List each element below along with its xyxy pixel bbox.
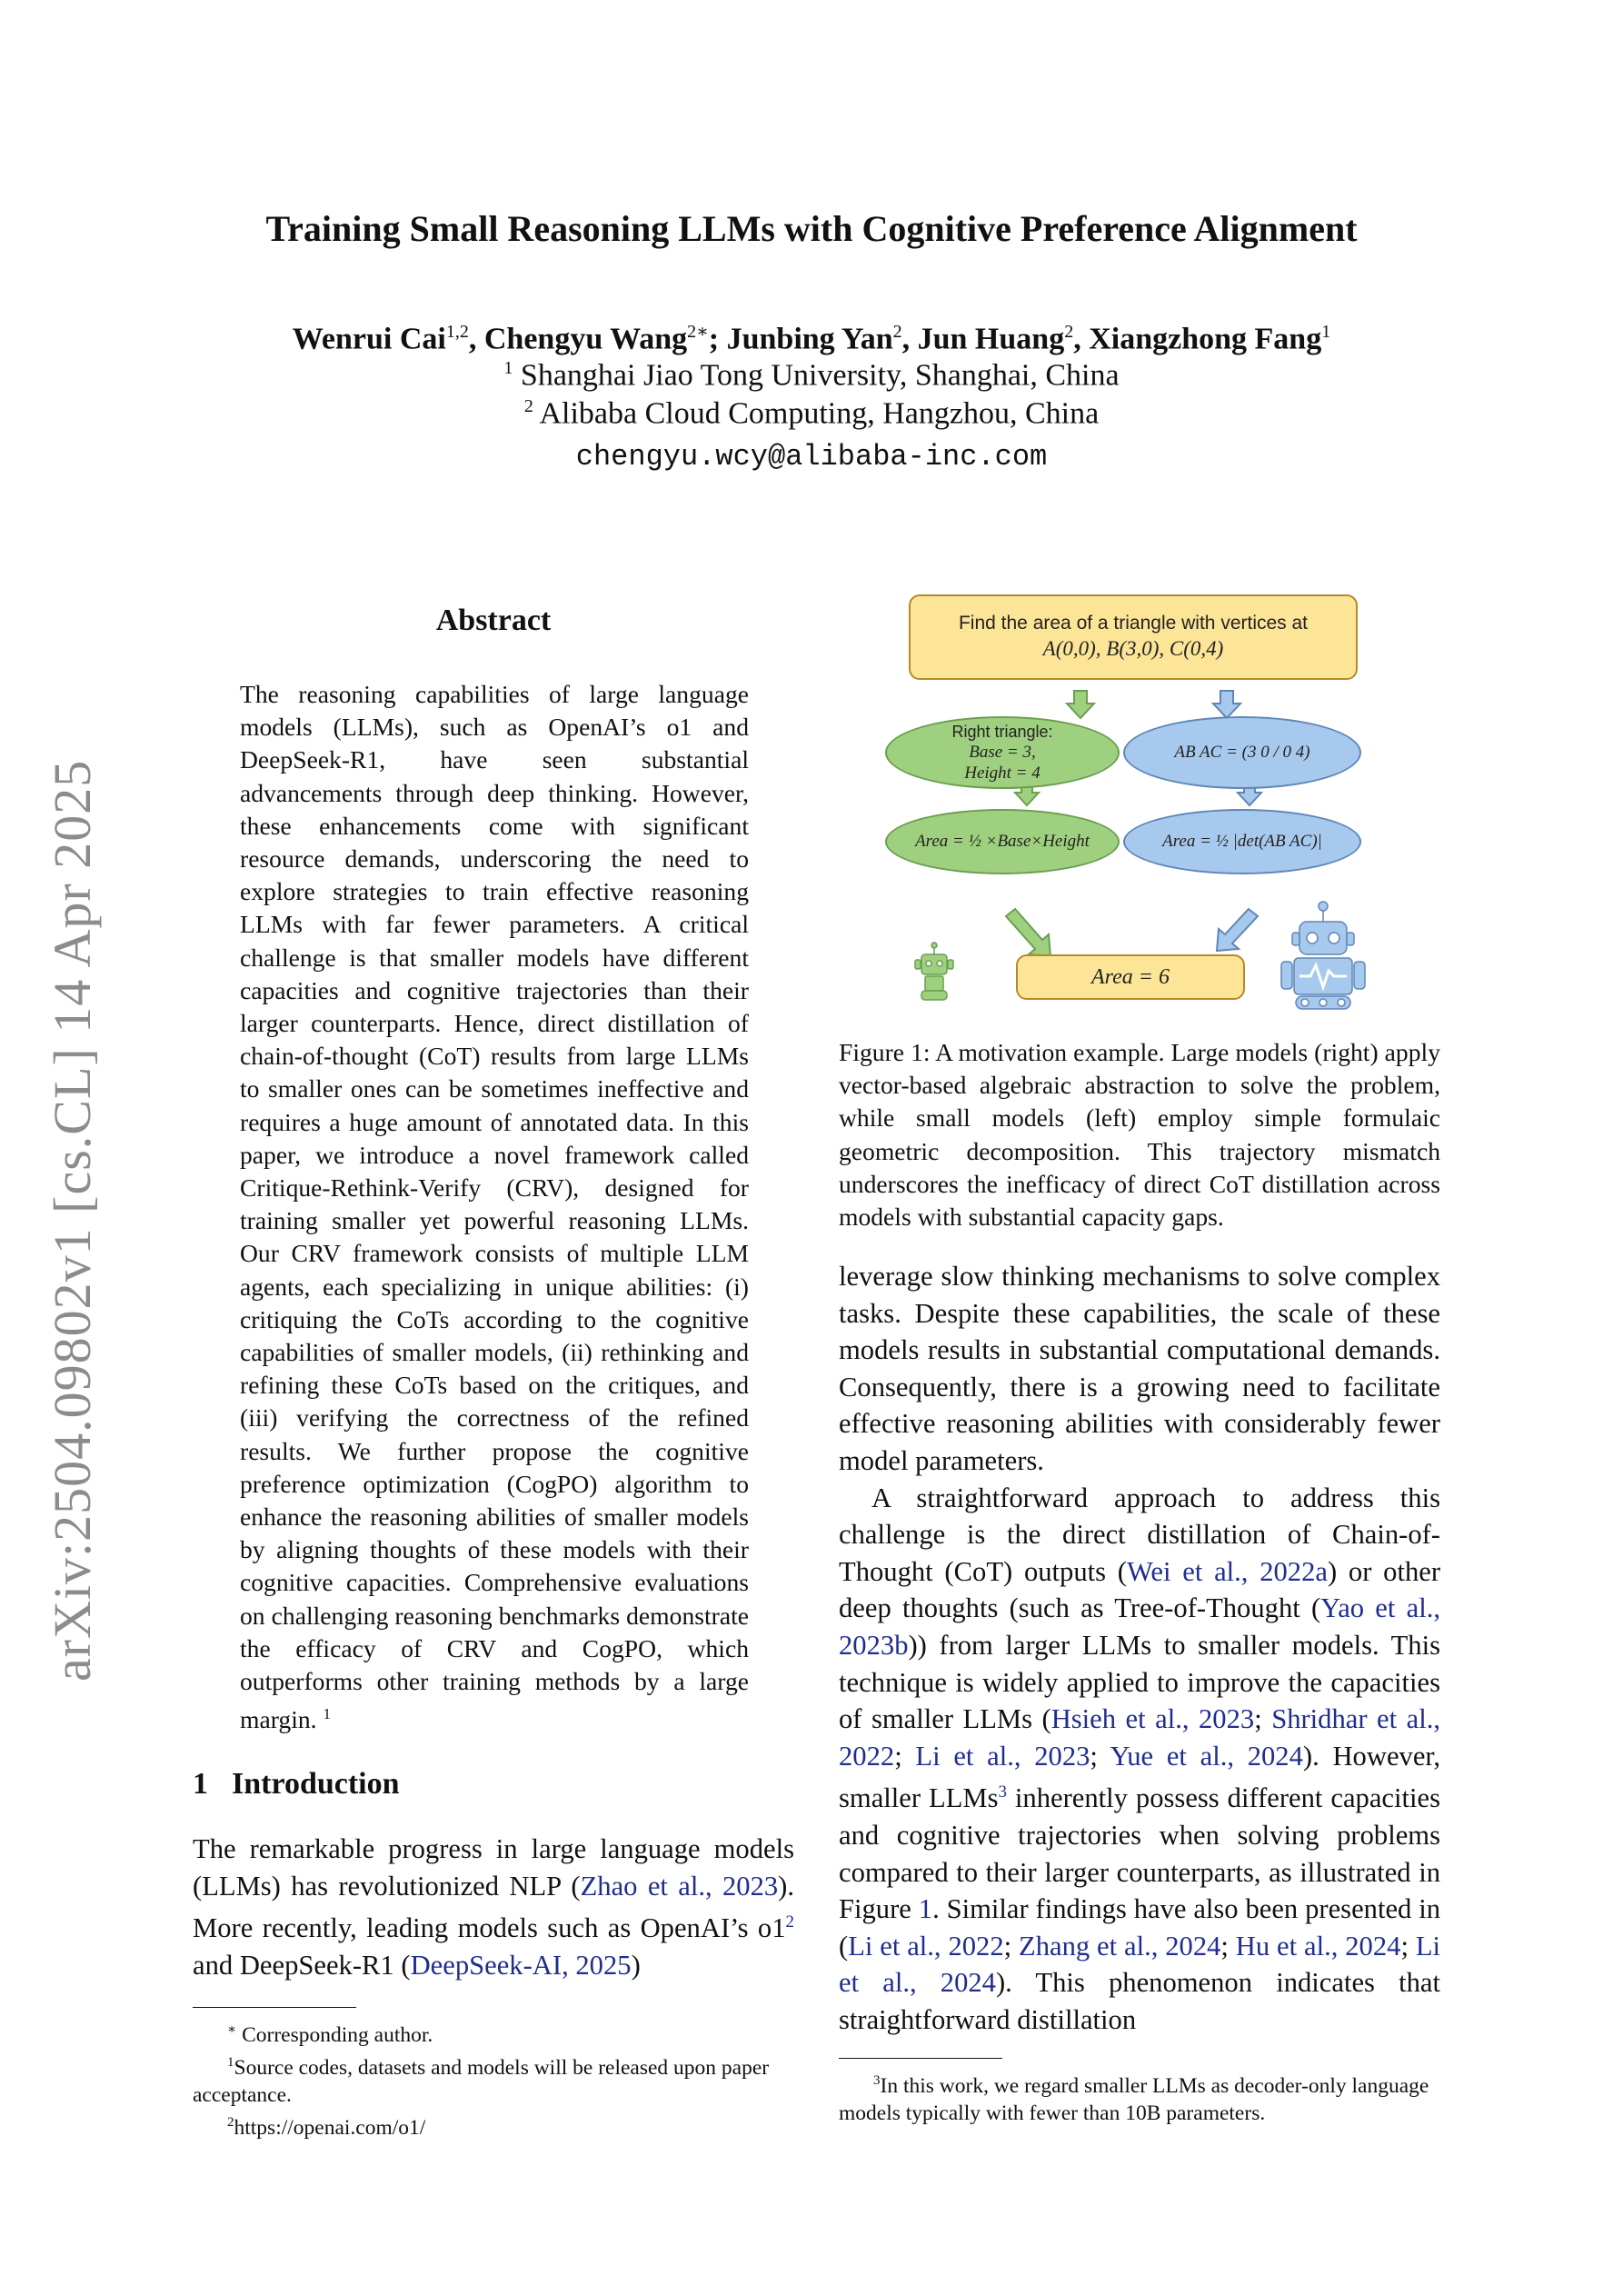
author-list: Wenrui Cai$^{1,2}$, Chengyu Wang$^{2∗}$; Junbing Yan$^2$, Jun Huang$^2$, Xiangzhong Fang$^1$ [292, 322, 1331, 356]
footnote-star: ∗ Corresponding author. [227, 2022, 433, 2047]
area-formula-right: Area = ½ |det(AB AC)| [1123, 809, 1361, 874]
citation-link[interactable]: Wei et al., 2022a [1126, 1555, 1328, 1587]
citation-link[interactable]: Li et al., 2024 [839, 1930, 1441, 1999]
citation-link[interactable]: Yue et al., 2024 [1110, 1740, 1303, 1772]
right-triangle-step: Right triangle: Base = 3, Height = 4 [885, 716, 1120, 789]
author-affiliation-mark: 2 [892, 322, 902, 342]
diagonal-arrow-icon [1006, 909, 1050, 956]
author-affiliation-mark: 1,2 [445, 322, 469, 342]
citation-link[interactable]: Yao et al., 2023b [839, 1592, 1440, 1661]
footnote-link[interactable]: 3 [998, 1782, 1007, 1802]
abstract-text: The reasoning capabilities of large language models (LLMs), such as OpenAI’s o1 and DeepSeek-R1, have seen substantial advancements through deep thinking. However, these enhancements come with significant resource demands, underscoring the need to explore strategies to train effective reasoning LLMs with far fewer parameters. A critical challenge is that smaller models have different capacities and cognitive trajectories than their larger counterparts. Hence, direct distillation of chain-of-thought (CoT) results from large LLMs to smaller ones can be sometimes ineffective and requires a huge amount of annotated data. In this paper, we introduce a novel framework called Critique-Rethink-Verify (CRV), designed for training smaller yet powerful reasoning LLMs. Our CRV framework consists of multiple LLM agents, each specializing in unique abilities: (i) critiquing the CoTs according to the cognitive capabilities of smaller models, (ii) rethinking and refining these CoTs based on the critiques, and (iii) verifying the correctness of the refined results. We further propose the cognitive preference optimization (CogPO) algorithm to enhance the reasoning abilities of smaller models by aligning thoughts of these models with their cognitive capacities. Comprehensive evaluations on challenging reasoning benchmarks demonstrate the efficacy of CRV and CogPO, which outperforms other training methods by a large margin. $^1$ [240, 680, 749, 1734]
affiliation-1: $^1$ Shanghai Jiao Tong University, Shanghai, China [503, 358, 1120, 393]
affiliation-2: $^2$ Alibaba Cloud Computing, Hangzhou, China [523, 396, 1100, 431]
citation-link[interactable]: 1 [918, 1893, 933, 1925]
footnote-rule-left [193, 2007, 356, 2008]
citation-link[interactable]: Li et al., 2023 [915, 1740, 1090, 1772]
footnote-link[interactable]: 2 [785, 1912, 794, 1932]
citation-link[interactable]: DeepSeek-AI, 2025 [410, 1949, 632, 1981]
large-robot-icon [1281, 902, 1365, 1009]
author-name: Xiangzhong Fang [1089, 322, 1322, 356]
diagonal-arrow-icon [1217, 909, 1258, 951]
author-affiliation-mark: 2∗ [687, 322, 709, 342]
intro-paragraph-1-continued: leverage slow thinking mechanisms to solve complex tasks. Despite these capabilities, the scale of these models results in substantial computational demands. Consequently, there is a growing need to facilitate effective reasoning abilities with considerably fewer model parameters. [839, 1261, 1440, 1476]
arxiv-sidebar-stamp: arXiv:2504.09802v1 [cs.CL] 14 Apr 2025 [43, 759, 102, 1682]
citation-link[interactable]: Hu et al., 2024 [1235, 1930, 1401, 1962]
footnote-1: $^1$Source codes, datasets and models will be released upon paper acceptance. [193, 2054, 770, 2107]
area-formula-left: Area = ½ ×Base×Height [885, 809, 1120, 874]
paper-title: Training Small Reasoning LLMs with Cognitive Preference Alignment [265, 208, 1358, 249]
answer-box: Area = 6 [1016, 954, 1245, 1000]
section-heading-introduction: 1 Introduction [193, 1767, 400, 1801]
figure-1 [881, 591, 1390, 1018]
intro-right-column [839, 1258, 1440, 2039]
citation-link[interactable]: Shridhar et al., 2022 [839, 1703, 1440, 1772]
figure-1-caption: Figure 1: A motivation example. Large models (right) apply vector-based algebraic abstraction to solve the problem, while small models (left) employ simple formulaic geometric decomposition. This trajectory mismatch underscores the inefficacy of direct CoT distillation across models with substantial capacity gaps. [839, 1038, 1440, 1232]
abstract-heading: Abstract [435, 604, 552, 637]
citation-link[interactable]: Li et al., 2022 [848, 1930, 1004, 1962]
author-name: Chengyu Wang [483, 322, 688, 356]
intro-paragraph-2: A straightforward approach to address this challenge is the direct distillation of Chain-of-Thought (CoT) outputs (Wei et al., 2022a) or other deep thoughts (such as Tree-of-Thought (Yao et al., 2023b)) from larger LLMs to smaller models. This technique is widely applied to improve the capacities of smaller LLMs (Hsieh et al., 2023; Shridhar et al., 2022; Li et al., 2023; Yue et al., 2024). However, smaller LLMs$^3$ inherently possess different capacities and cognitive trajectories when solving problems compared to their larger counterparts, as illustrated in Figure 1. Similar findings have also been presented in (Li et al., 2022; Zhang et al., 2024; Hu et al., 2024; Li et al., 2024). This phenomenon indicates that straightforward distillation [839, 1482, 1441, 2036]
footnotes-left [193, 2016, 794, 2141]
small-robot-icon [915, 943, 953, 1000]
citation-link[interactable]: Zhao et al., 2023 [580, 1870, 779, 1902]
footnote-3: $^3$In this work, we regard smaller LLMs as decoder-only language models typically with fewer than 10B parameters. [839, 2073, 1429, 2125]
footnote-rule-right [839, 2058, 1002, 2059]
citation-link[interactable]: Hsieh et al., 2023 [1050, 1703, 1255, 1735]
down-arrow-icon [1067, 691, 1094, 718]
author-name: Jun Huang [917, 322, 1065, 356]
vector-step: AB AC = (3 0 / 0 4) [1123, 716, 1361, 789]
author-affiliation-mark: 2 [1064, 322, 1074, 342]
footnote-2: $^2$https://openai.com/o1/ [227, 2114, 426, 2140]
citation-link[interactable]: Zhang et al., 2024 [1019, 1930, 1221, 1962]
author-affiliation-mark: 1 [1321, 322, 1331, 342]
author-name: Wenrui Cai [292, 322, 446, 356]
intro-paragraph-1: The remarkable progress in large language models (LLMs) has revolutionized NLP (Zhao et al., 2023). More recently, leading models such as OpenAI’s o1$^2$ and DeepSeek-R1 (DeepSeek-AI, 2025) [193, 1833, 795, 1981]
question-box: Find the area of a triangle with vertices at A(0,0), B(3,0), C(0,4) [909, 594, 1358, 680]
author-name: Junbing Yan [726, 322, 893, 356]
contact-email: chengyu.wcy@alibaba-inc.com [575, 440, 1048, 474]
down-arrow-icon [1213, 691, 1240, 718]
